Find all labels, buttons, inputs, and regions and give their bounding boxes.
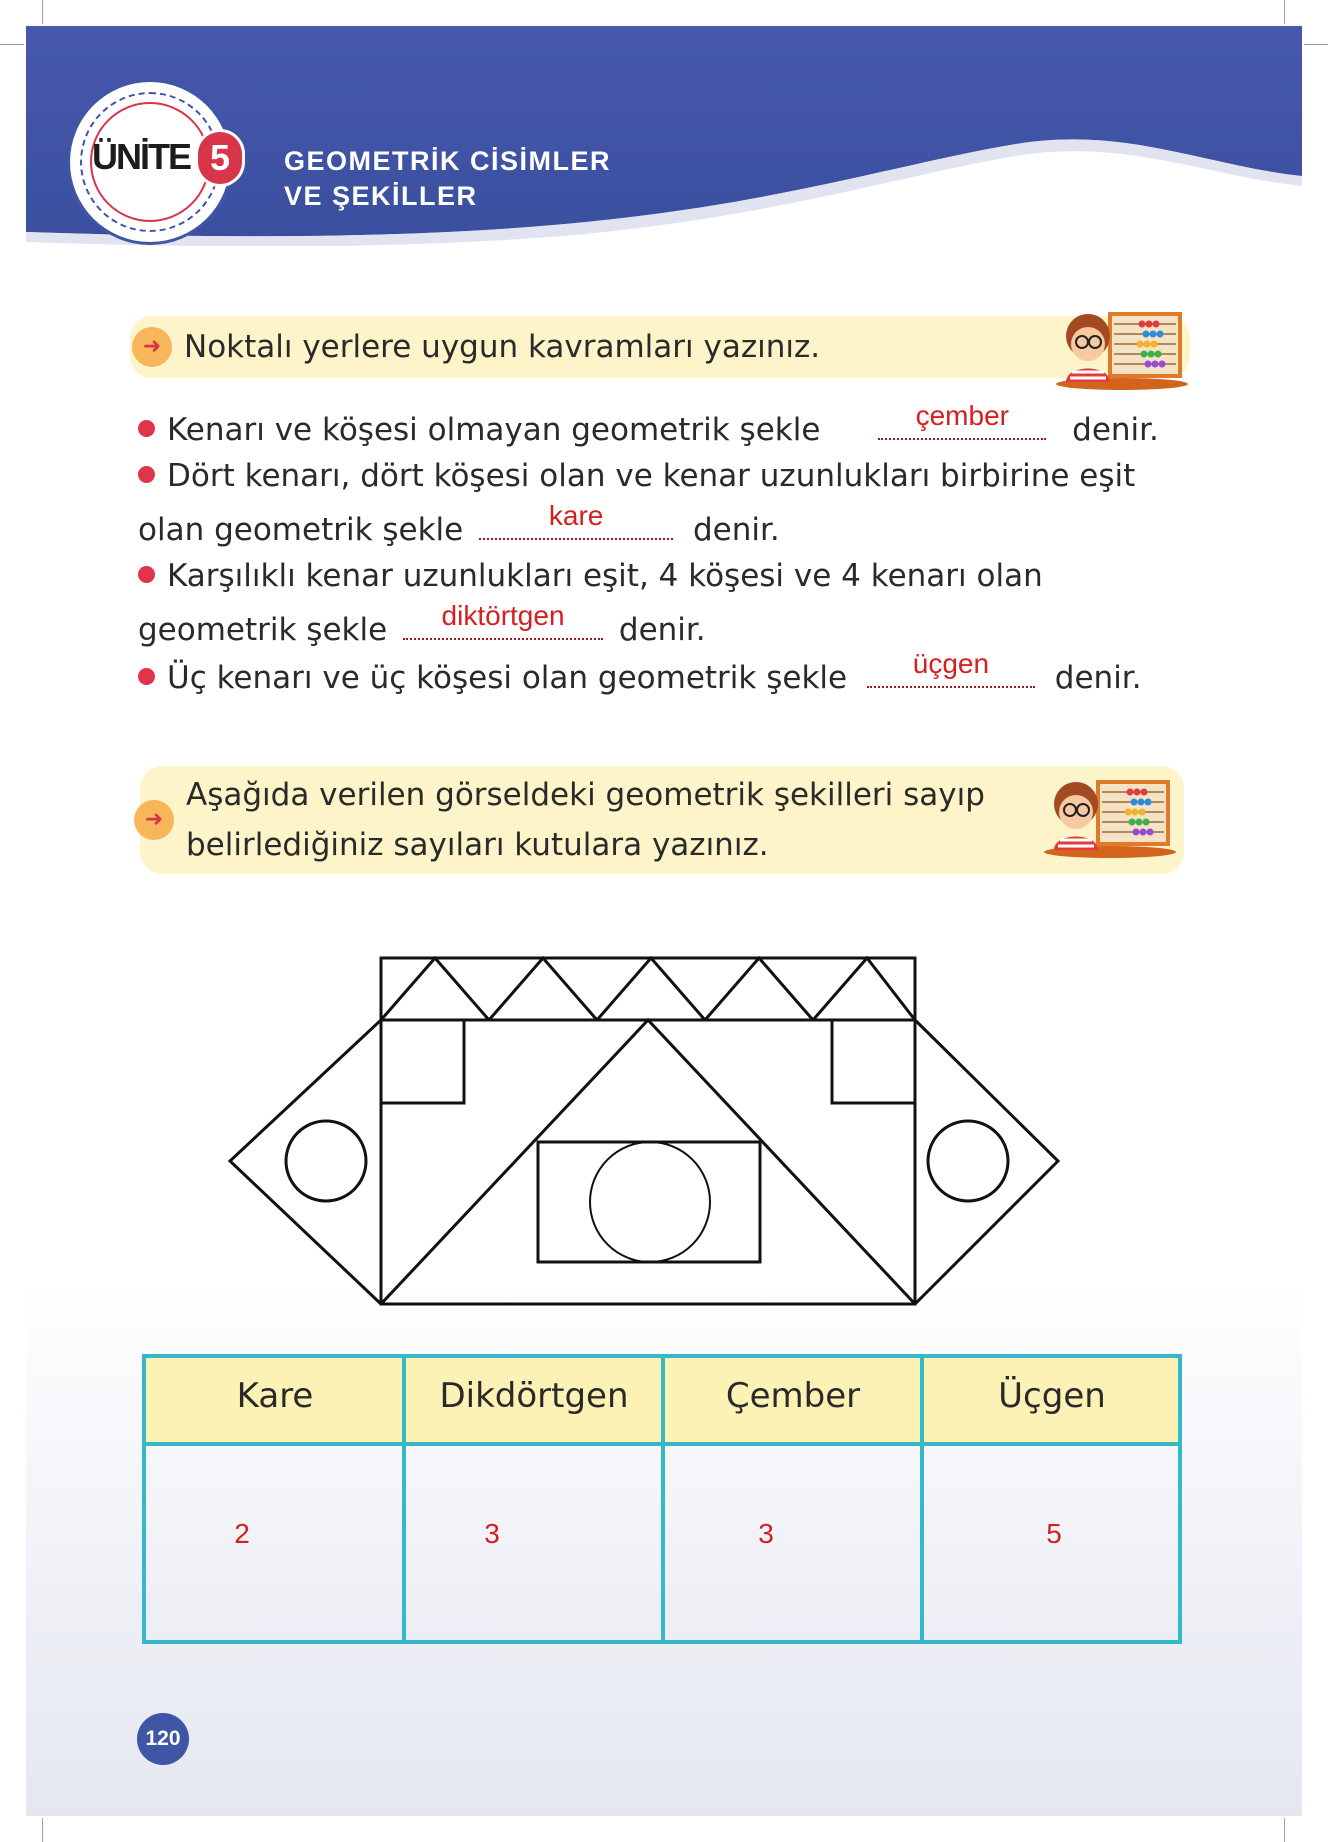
inner-circle [590,1142,710,1262]
top-triangle [597,958,705,1020]
left-side-triangle [230,1020,381,1304]
bullet-dot [138,668,155,685]
instruction-text-2 [186,770,985,870]
answer-4: üçgen [912,648,990,679]
question-2-end: denir. [692,512,780,548]
shape-count-table [142,1354,1182,1644]
instruction-2-line2: belirlediğiniz sayıları kutulara yazınız. [186,827,769,863]
question-1 [138,400,1159,448]
answer-1: çember [915,400,1009,431]
value-cember[interactable]: 3 [758,1518,774,1549]
question-3-text-before: geometrik şekle [138,612,388,648]
value-ucgen[interactable]: 5 [1046,1518,1062,1549]
header-ucgen: Üçgen [998,1376,1106,1416]
instruction-banner-1 [130,316,1190,378]
question-4 [138,648,1142,696]
right-side-triangle [915,1020,1058,1304]
child-abacus-icon [1052,306,1192,390]
question-3-line2 [138,600,706,648]
bullet-dot [138,566,155,583]
question-2-line2 [138,500,780,548]
crop-mark [1284,1818,1285,1842]
unit-title-line1: GEOMETRİK CİSİMLER [284,146,612,176]
answer-3: diktörtgen [441,600,565,631]
crop-mark [42,1818,43,1842]
arrow-icon: ➜ [134,800,174,840]
top-triangle [381,958,489,1020]
left-circle [286,1121,366,1201]
header-cember: Çember [725,1376,861,1416]
top-triangle [489,958,597,1020]
answer-blank-4[interactable] [867,648,1035,688]
right-square [832,1020,915,1103]
answer-blank-1[interactable] [878,400,1046,440]
question-2-line1 [138,458,1148,494]
instruction-2-line1: Aşağıda verilen görseldeki geometrik şekilleri sayıp [186,777,985,813]
left-square [381,1020,464,1103]
right-circle [928,1121,1008,1201]
crop-mark [0,44,24,45]
geometric-figure [220,950,1070,1320]
question-1-end: denir. [1072,412,1159,448]
unit-title [284,144,611,214]
inner-rectangle [538,1142,760,1262]
page-number: 120 [137,1713,189,1765]
answer-blank-2[interactable] [479,500,673,540]
bullet-dot [138,466,155,483]
question-2-text: Dört kenarı, dört köşesi olan ve kenar uzunlukları birbirine eşit [167,458,1136,494]
header-kare: Kare [236,1376,314,1416]
question-3-text: Karşılıklı kenar uzunlukları eşit, 4 köşesi ve 4 kenarı olan [167,558,1043,594]
question-4-end: denir. [1054,660,1142,696]
unit-label: ÜNİTE [92,136,190,177]
unit-number: 5 [198,132,242,184]
unit-badge [70,82,230,242]
arrow-icon: ➜ [132,327,172,367]
crop-mark [42,0,43,24]
question-3-line1 [138,558,1043,594]
value-kare[interactable]: 2 [234,1518,250,1549]
question-3-end: denir. [618,612,706,648]
instruction-banner-2 [140,766,1184,874]
top-triangle [705,958,813,1020]
question-2-text-before: olan geometrik şekle [138,512,464,548]
bullet-dot [138,420,155,437]
top-triangle [813,958,915,1020]
header-dikdortgen: Dikdörtgen [439,1376,629,1416]
question-4-text: Üç kenarı ve üç köşesi olan geometrik şekle [167,660,848,696]
value-dikdortgen[interactable]: 3 [484,1518,500,1549]
crop-mark [1304,44,1328,45]
question-1-text: Kenarı ve köşesi olmayan geometrik şekle [167,412,821,448]
child-abacus-icon [1040,774,1180,858]
unit-title-line2: VE ŞEKİLLER [284,181,478,211]
answer-2: kare [548,500,604,531]
instruction-text-1: Noktalı yerlere uygun kavramları yazınız. [184,329,821,365]
crop-mark [1284,0,1285,24]
answer-blank-3[interactable] [403,600,603,640]
